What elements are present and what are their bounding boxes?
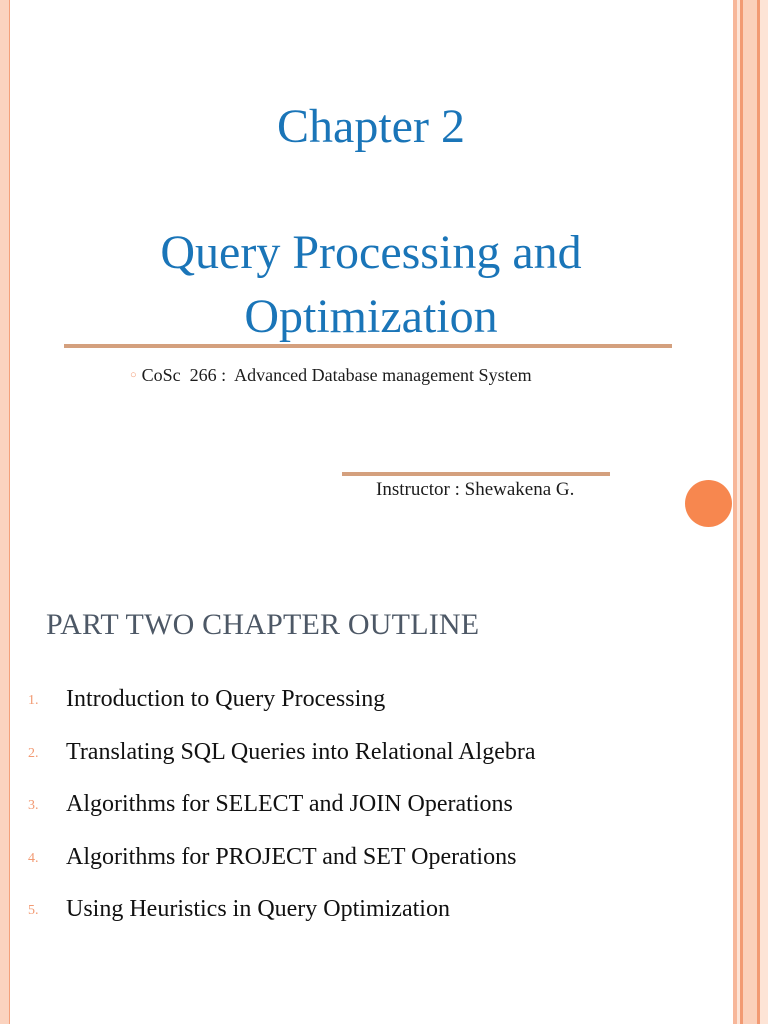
outline-item bbox=[0, 737, 730, 790]
slide-title-line-1: Query Processing and bbox=[160, 226, 582, 279]
outline-item bbox=[0, 894, 730, 947]
outline-item-text: Using Heuristics in Query Optimization bbox=[66, 896, 450, 922]
outline-list bbox=[0, 684, 730, 947]
instructor-divider bbox=[342, 472, 610, 476]
course-line bbox=[130, 364, 532, 386]
outline-item-text: Introduction to Query Processing bbox=[66, 686, 386, 712]
title-divider bbox=[64, 344, 672, 348]
decorative-dot bbox=[685, 480, 732, 527]
chapter-title: Chapter 2 bbox=[277, 100, 465, 153]
outline-item bbox=[0, 684, 730, 737]
right-edge-stripe bbox=[743, 0, 757, 1024]
outline-item-number: 4. bbox=[28, 850, 39, 866]
course-text: CoSc 266 : Advanced Database management System bbox=[141, 365, 532, 385]
outline-item-number: 3. bbox=[28, 798, 39, 813]
right-edge-stripe bbox=[760, 0, 768, 1024]
slide-title-line-2: Optimization bbox=[244, 290, 498, 343]
outline-item-text: Algorithms for SELECT and JOIN Operations bbox=[66, 791, 513, 817]
slide-title bbox=[0, 221, 742, 349]
outline-item-text: Algorithms for PROJECT and SET Operations bbox=[66, 843, 517, 870]
hollow-circle-bullet-icon: ○ bbox=[130, 369, 137, 381]
outline-item bbox=[0, 789, 730, 842]
outline-heading: PART TWO CHAPTER OUTLINE bbox=[46, 608, 480, 641]
instructor-text: Instructor : Shewakena G. bbox=[376, 479, 575, 500]
outline-item-number: 1. bbox=[28, 693, 39, 708]
outline-item bbox=[0, 842, 730, 895]
outline-item-number: 2. bbox=[28, 745, 39, 761]
outline-item-text: Translating SQL Queries into Relational Algebra bbox=[66, 738, 536, 765]
outline-item-number: 5. bbox=[28, 903, 39, 918]
